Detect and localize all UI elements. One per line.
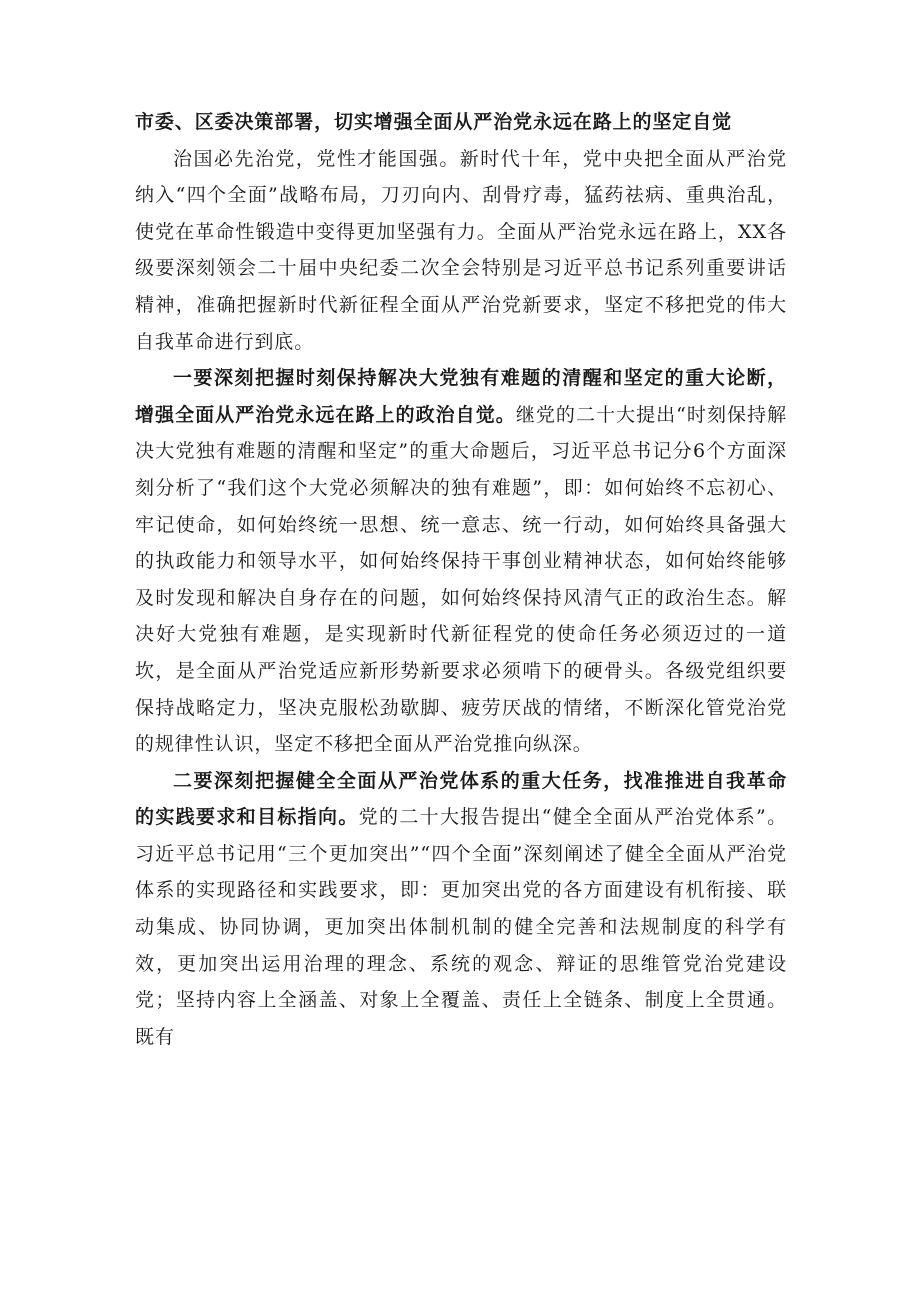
paragraph-text: 党的二十大报告提出“健全全面从严治党体系”。习近平总书记用“三个更加突出”“四个全面”深刻阐述了健全全面从严治党体系的实现路径和实践要求，即：更加突出党的各方面建设有机衔接、联动集成、协同协调，更加突出体制机制的健全完善和法规制度的科学有效，更加突出运用治理的理念、系统的观念、辩证的思维管党治党建设党；坚持内容上全涵盖、对象上全覆盖、责任上全链条、制度上全贯通。既有 [135, 806, 787, 1048]
paragraph-intro [135, 141, 787, 361]
paragraph-lead: 一要深刻把握时刻保持解决大党独有难题的清醒和坚定的重大论断，增强全面从严治党永远在路上的政治自觉。 [135, 367, 787, 426]
paragraph-text: 治国必先治党，党性才能国强。新时代十年，党中央把全面从严治党纳入“四个全面”战略布局，刀刃向内、刮骨疗毒，猛药祛病、重典治乱，使党在革命性锻造中变得更加坚强有力。全面从严治党永远在路上，XX各级要深刻领会二十届中央纪委二次全会特别是习近平总书记系列重要讲话精神，准确把握新时代新征程全面从严治党新要求，坚定不移把党的伟大自我革命进行到底。 [135, 147, 787, 353]
paragraph-lead: 二要深刻把握健全全面从严治党体系的重大任务，找准推进自我革命的实践要求和目标指向。 [135, 769, 787, 829]
paragraph-text: 继党的二十大提出“时刻保持解决大党独有难题的清醒和坚定”的重大命题后，习近平总书记分6个方面深刻分析了“我们这个大党必须解决的独有难题”，即：如何始终不忘初心、牢记使命，如何始终统一思想、统一意志、统一行动，如何始终具备强大的执政能力和领导水平，如何始终保持干事创业精神状态，如何始终能够及时发现和解决自身存在的问题，如何始终保持风清气正的政治生态。解决好大党独有难题，是实现新时代新征程党的使命任务必须迈过的一道坎，是全面从严治党适应新形势新要求必须啃下的硬骨头。各级党组织要保持战略定力，坚决克服松劲歇脚、疲劳厌战的情绪，不断深化管党治党的规律性认识，坚定不移把全面从严治党推向纵深。 [135, 403, 787, 756]
paragraph-point-one [135, 360, 787, 763]
paragraph-point-two [135, 763, 787, 1056]
section-heading-continuation: 市委、区委决策部署，切实增强全面从严治党永远在路上的坚定自觉 [135, 111, 733, 133]
document-body [135, 104, 787, 1055]
